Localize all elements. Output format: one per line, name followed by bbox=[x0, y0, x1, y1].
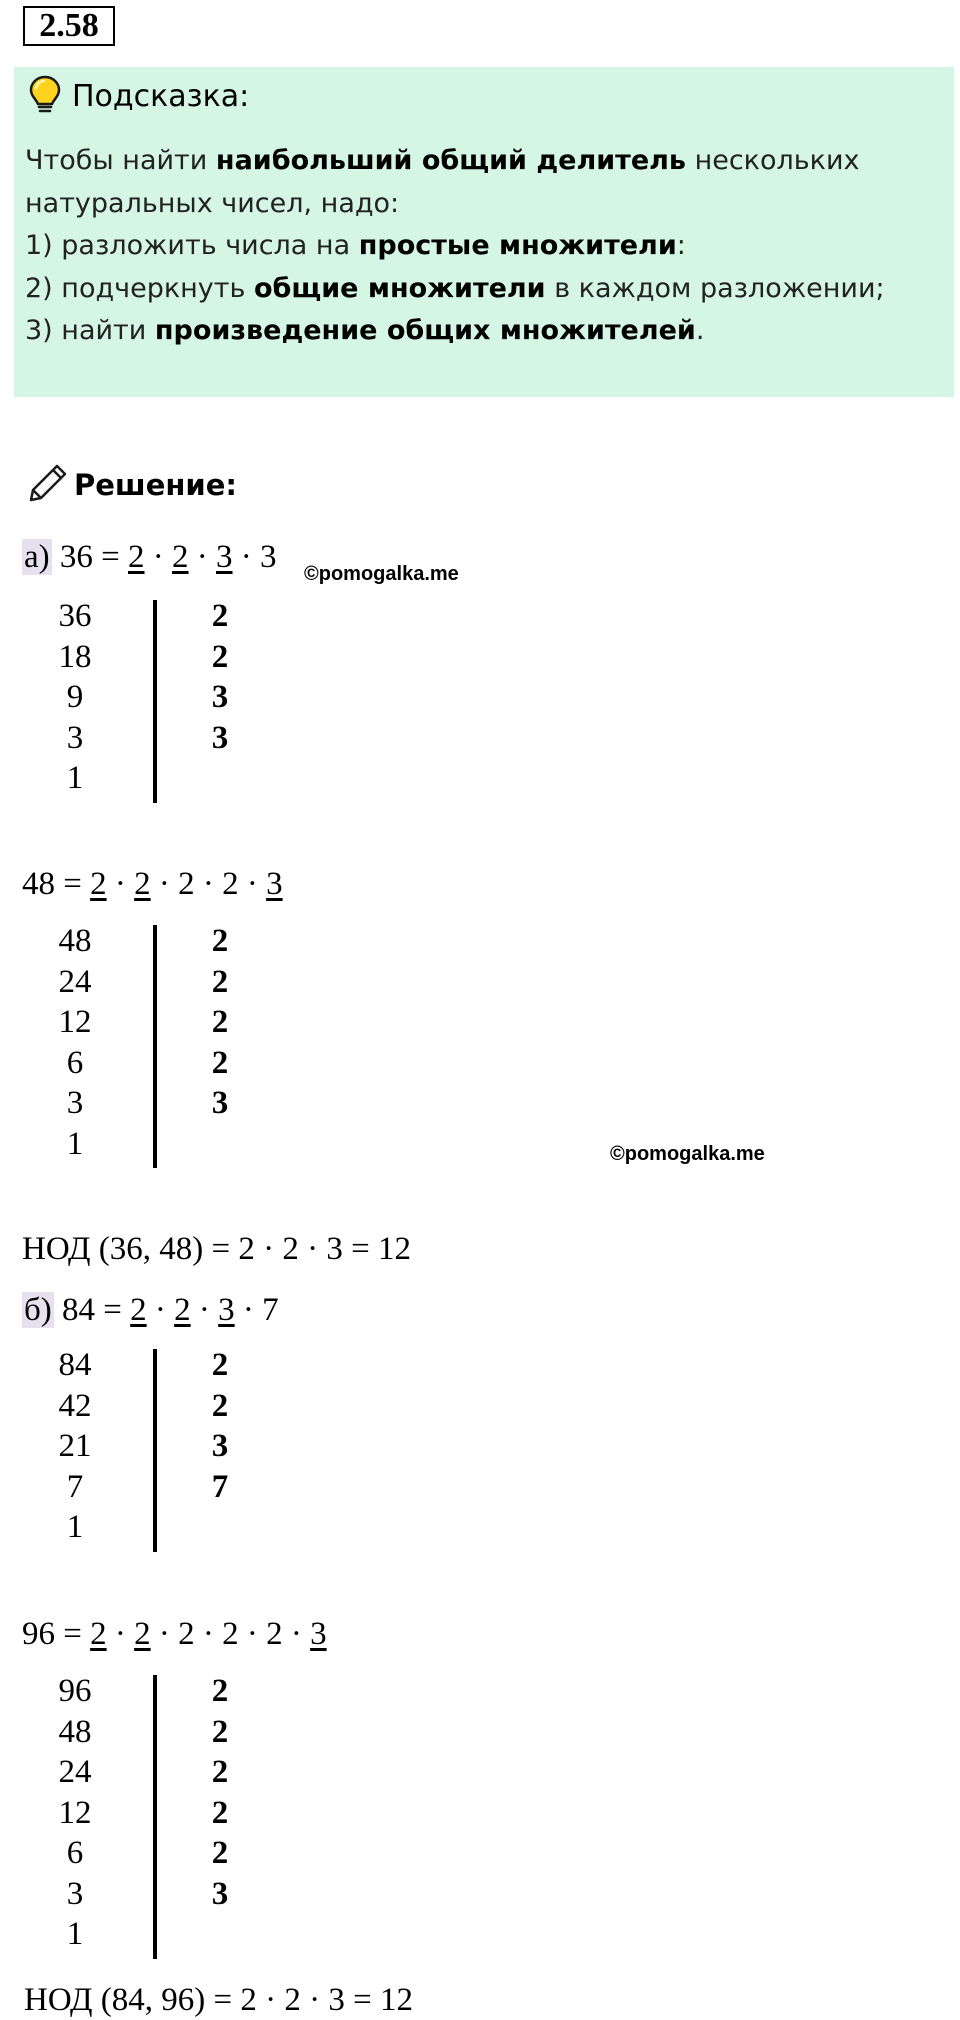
ladder-prime-factor: 2 bbox=[211, 1754, 229, 1790]
hint-bold-text: простые множители bbox=[358, 230, 677, 261]
lightbulb-icon bbox=[27, 74, 63, 116]
ladder-number: 12 bbox=[58, 1004, 92, 1040]
hint-title: Подсказка: bbox=[72, 79, 250, 114]
hint-line bbox=[25, 310, 940, 353]
solution-title: Решение: bbox=[74, 468, 238, 502]
factor: 2 bbox=[222, 1616, 239, 1652]
multiply-dot: · bbox=[146, 1292, 175, 1328]
ladder-prime-factor: 2 bbox=[211, 963, 229, 1000]
hint-text-run: Чтобы найти bbox=[25, 145, 216, 176]
common-factor: 2 bbox=[90, 866, 107, 902]
equation-lhs: 84 = bbox=[62, 1292, 131, 1328]
hint-text-run: натуральных чисел, надо: bbox=[25, 187, 400, 219]
ladder-prime-factor: 7 bbox=[211, 1468, 229, 1505]
ladder-prime-factor: 3 bbox=[211, 1085, 229, 1121]
multiply-dot: · bbox=[106, 1616, 135, 1652]
multiply-dot: · bbox=[194, 1616, 223, 1652]
ladder-number: 84 bbox=[58, 1347, 92, 1383]
common-factor: 2 bbox=[172, 539, 189, 575]
common-factor: 3 bbox=[266, 866, 283, 902]
common-factor: 2 bbox=[134, 866, 151, 902]
hint-line bbox=[25, 225, 940, 268]
ladder-divider-line bbox=[153, 600, 157, 803]
ladder-prime-factor: 3 bbox=[211, 679, 229, 715]
hint-bold-text: произведение общих множителей bbox=[154, 315, 696, 346]
factorization-84 bbox=[62, 1292, 279, 1328]
hint-text-run: 3) найти bbox=[25, 315, 155, 346]
hint-text-run: в каждом разложении; bbox=[545, 272, 885, 304]
factor: 3 bbox=[260, 539, 277, 575]
multiply-dot: · bbox=[238, 866, 267, 902]
factor: 7 bbox=[262, 1292, 279, 1328]
watermark: ©pomogalka.me bbox=[610, 1143, 765, 1165]
ladder-prime-factor: 2 bbox=[211, 1387, 229, 1424]
pencil-icon bbox=[27, 462, 69, 504]
gcd-result-a: НОД (36, 48) = 2 · 2 · 3 = 12 bbox=[22, 1231, 411, 1267]
common-factor: 3 bbox=[218, 1292, 235, 1328]
factor: 2 bbox=[178, 866, 195, 902]
factor: 2 bbox=[178, 1616, 195, 1652]
common-factor: 2 bbox=[134, 1616, 151, 1652]
common-factor: 2 bbox=[174, 1292, 191, 1328]
common-factor: 2 bbox=[130, 1292, 147, 1328]
ladder-prime-factor: 2 bbox=[211, 598, 229, 634]
equation-lhs: 48 = bbox=[22, 866, 91, 902]
task-number: 2.58 bbox=[23, 6, 115, 46]
multiply-dot: · bbox=[188, 539, 217, 575]
hint-line bbox=[25, 140, 940, 183]
hint-line bbox=[25, 268, 940, 311]
hint-line bbox=[25, 183, 940, 226]
ladder-number: 96 bbox=[58, 1673, 92, 1709]
ladder-prime-factor: 2 bbox=[211, 1713, 229, 1750]
equation-96 bbox=[22, 1614, 327, 1654]
multiply-dot: · bbox=[232, 539, 261, 575]
factor: 2 bbox=[222, 866, 239, 902]
ladder-number: 3 bbox=[66, 1085, 84, 1121]
equation-lhs: 96 = bbox=[22, 1616, 91, 1652]
common-factor: 3 bbox=[216, 539, 233, 575]
ladder-divider-line bbox=[153, 1349, 157, 1552]
ladder-prime-factor: 3 bbox=[211, 719, 229, 756]
watermark: ©pomogalka.me bbox=[304, 563, 459, 585]
equation-84 bbox=[22, 1290, 279, 1330]
factorization-36 bbox=[60, 539, 277, 575]
equation-lhs: 36 = bbox=[59, 539, 129, 575]
multiply-dot: · bbox=[106, 866, 135, 902]
hint-text bbox=[25, 140, 940, 353]
ladder-prime-factor: 2 bbox=[211, 1004, 229, 1040]
hint-bold-text: наибольший общий делитель bbox=[215, 145, 686, 176]
ladder-number: 18 bbox=[58, 638, 92, 675]
ladder-number: 21 bbox=[58, 1428, 92, 1464]
multiply-dot: · bbox=[150, 1616, 179, 1652]
ladder-number: 1 bbox=[66, 1916, 84, 1952]
ladder-number: 48 bbox=[58, 1713, 92, 1750]
ladder-number: 9 bbox=[66, 679, 84, 715]
multiply-dot: · bbox=[282, 1616, 311, 1652]
ladder-number: 1 bbox=[66, 1125, 84, 1162]
ladder-number: 3 bbox=[66, 1875, 84, 1912]
factorization-48 bbox=[22, 866, 283, 902]
hint-text-run: . bbox=[695, 315, 705, 346]
ladder-number: 1 bbox=[66, 760, 84, 796]
ladder-prime-factor: 2 bbox=[211, 1347, 229, 1383]
hint-text-run: : bbox=[676, 230, 686, 261]
ladder-prime-factor: 3 bbox=[211, 1428, 229, 1464]
common-factor: 2 bbox=[90, 1616, 107, 1652]
ladder-number: 6 bbox=[66, 1044, 84, 1081]
ladder-number: 42 bbox=[58, 1387, 92, 1424]
ladder-prime-factor: 2 bbox=[211, 638, 229, 675]
ladder-number: 3 bbox=[66, 719, 84, 756]
ladder-divider-line bbox=[153, 925, 157, 1168]
factorization-96 bbox=[22, 1616, 327, 1652]
ladder-prime-factor: 2 bbox=[211, 923, 229, 959]
gcd-result-b: НОД (84, 96) = 2 · 2 · 3 = 12 bbox=[24, 1982, 413, 2018]
part-label-b: б) bbox=[24, 1292, 52, 1328]
ladder-prime-factor: 2 bbox=[211, 1794, 229, 1831]
equation-48 bbox=[22, 864, 283, 904]
multiply-dot: · bbox=[150, 866, 179, 902]
ladder-prime-factor: 2 bbox=[211, 1835, 229, 1871]
multiply-dot: · bbox=[190, 1292, 219, 1328]
hint-text-run: нескольких bbox=[685, 145, 860, 176]
multiply-dot: · bbox=[194, 866, 223, 902]
multiply-dot: · bbox=[234, 1292, 263, 1328]
hint-text-run: 1) разложить числа на bbox=[25, 230, 359, 261]
ladder-number: 1 bbox=[66, 1509, 84, 1545]
ladder-prime-factor: 2 bbox=[211, 1044, 229, 1081]
hint-text-run: 2) подчеркнуть bbox=[25, 272, 254, 304]
part-label-a: а) bbox=[24, 539, 50, 575]
ladder-number: 24 bbox=[58, 1754, 92, 1790]
ladder-number: 36 bbox=[58, 598, 92, 634]
multiply-dot: · bbox=[144, 539, 173, 575]
equation-36 bbox=[22, 537, 277, 577]
hint-bold-text: общие множители bbox=[254, 272, 546, 304]
common-factor: 2 bbox=[128, 539, 145, 575]
ladder-number: 7 bbox=[66, 1468, 84, 1505]
ladder-number: 12 bbox=[58, 1794, 92, 1831]
ladder-prime-factor: 2 bbox=[211, 1673, 229, 1709]
common-factor: 3 bbox=[310, 1616, 327, 1652]
ladder-prime-factor: 3 bbox=[211, 1875, 229, 1912]
ladder-number: 24 bbox=[58, 963, 92, 1000]
multiply-dot: · bbox=[238, 1616, 267, 1652]
ladder-number: 48 bbox=[58, 923, 92, 959]
ladder-divider-line bbox=[153, 1675, 157, 1959]
factor: 2 bbox=[266, 1616, 283, 1652]
ladder-number: 6 bbox=[66, 1835, 84, 1871]
